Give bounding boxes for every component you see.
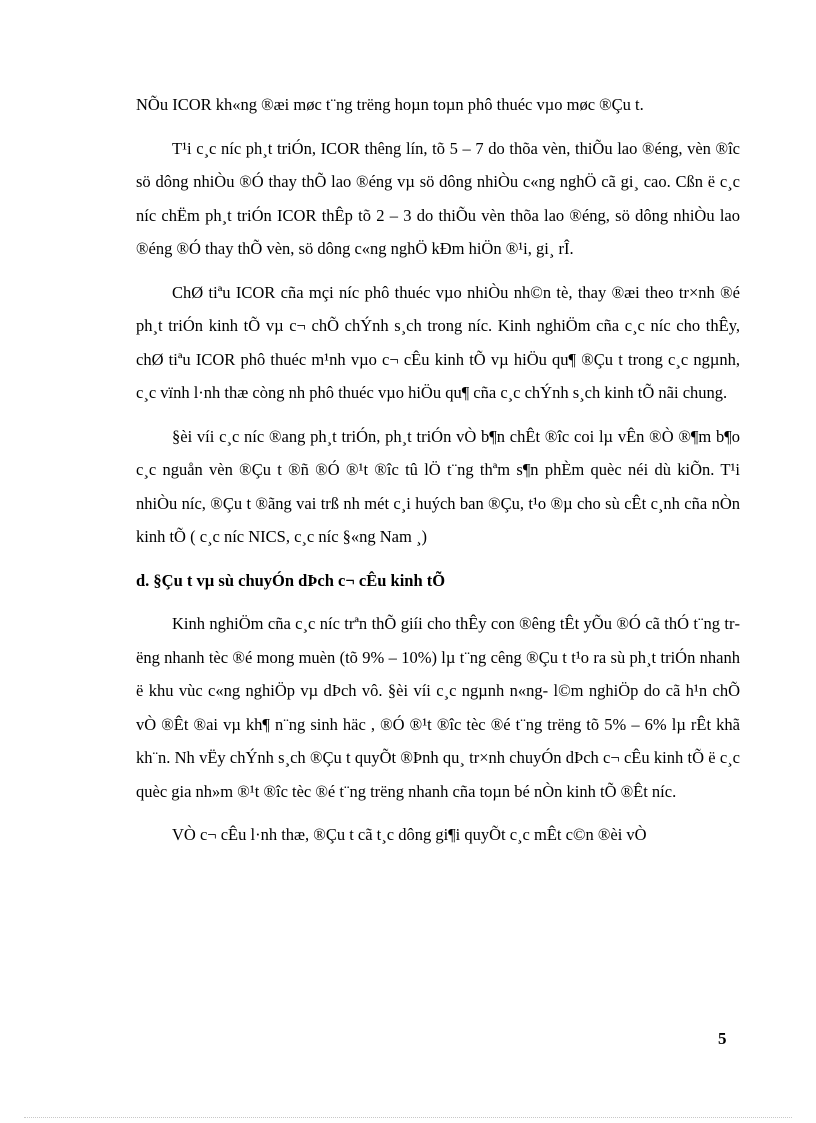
- section-heading: d. §Çu t vµ sù chuyÓn dÞch c¬ cÊu kinh tÕ: [136, 570, 446, 590]
- page-number: 5: [718, 1029, 727, 1048]
- paragraph-icor-intro: NÕu ICOR kh«ng ®æi møc t¨ng trëng hoµn toµn phô thuéc vµo møc ®Çu t.: [136, 95, 644, 114]
- paragraph-icor-factors: ChØ tiªu ICOR cña mçi níc phô thuéc vµo nhiÒu nh©n tè, thay ®æi theo tr×nh ®é ph¸t triÓn kinh tÕ vµ c¬ chÕ chÝnh s¸ch trong níc. Kinh nghiÖm cña c¸c níc cho thÊy, chØ tiªu ICOR phô thuéc m¹nh vµo c¬ cÊu kinh tÕ vµ hiÖu qu¶ ®Çu t trong c¸c ngµnh, c¸c vïnh l·nh thæ còng nh phô thuéc vµo hiÖu qu¶ cña c¸c chÝnh s¸ch kinh tÕ nãi chung.: [136, 282, 740, 402]
- paragraph-developing-countries: §èi víi c¸c níc ®ang ph¸t triÓn, ph¸t triÓn vÒ b¶n chÊt ®îc coi lµ vÊn ®Ò ®¶m b¶o c¸c nguån vèn ®Çu t ®ñ ®Ó ®¹t ®îc tû lÖ t¨ng thªm s¶n phÈm quèc néi dù kiÕn. T¹i nhiÒu níc, ®Çu t ®ãng vai trß nh mét c¸i huých ban ®Çu, t¹o ®µ cho sù cÊt c¸nh cña nÒn kinh tÕ ( c¸c níc NICS, c¸c níc §«ng Nam ¸): [136, 426, 740, 546]
- paragraph-territorial-structure: VÒ c¬ cÊu l·nh thæ, ®Çu t cã t¸c dông gi¶i quyÕt c¸c mÊt c©n ®èi vÒ: [172, 825, 647, 844]
- paragraph-developed-countries: T¹i c¸c níc ph¸t triÓn, ICOR thêng lín, tõ 5 – 7 do thõa vèn, thiÕu lao ®éng, vèn ®îc sö dông nhiÒu ®Ó thay thÕ lao ®éng vµ sö dông nhiÒu c«ng nghÖ cã gi¸ cao. Cßn ë c¸c níc chËm ph¸t triÓn ICOR thÊp tõ 2 – 3 do thiÕu vèn thõa lao ®éng, sö dông nhiÒu lao ®éng ®Ó thay thÕ vèn, sö dông c«ng nghÖ kÐm hiÖn ®¹i, gi¸ rÎ.: [136, 138, 740, 258]
- body-text: [136, 88, 740, 862]
- paragraph-structural-shift: Kinh nghiÖm cña c¸c níc trªn thÕ giíi cho thÊy con ®êng tÊt yÕu ®Ó cã thÓ t¨ng trëng nhanh tèc ®é mong muèn (tõ 9% – 10%) lµ t¨ng cêng ®Çu t t¹o ra sù ph¸t triÓn nhanh ë khu vùc c«ng nghiÖp vµ dÞch vô. §èi víi c¸c ngµnh n«ng- l©m nghiÖp do cã h¹n chÕ vÒ ®Êt ®ai vµ kh¶ n¨ng sinh häc , ®Ó ®¹t ®îc tèc ®é t¨ng trëng tõ 5% – 6% lµ rÊt khã kh¨n. Nh vËy chÝnh s¸ch ®Çu t quyÕt ®Þnh qu¸ tr×nh chuyÓn dÞch c¬ cÊu kinh tÕ ë c¸c quèc gia nh»m ®¹t ®îc tèc ®é t¨ng trëng nhanh cña toµn bé nÒn kinh tÕ ®Êt níc.: [136, 614, 740, 801]
- footer-divider: [24, 1117, 792, 1118]
